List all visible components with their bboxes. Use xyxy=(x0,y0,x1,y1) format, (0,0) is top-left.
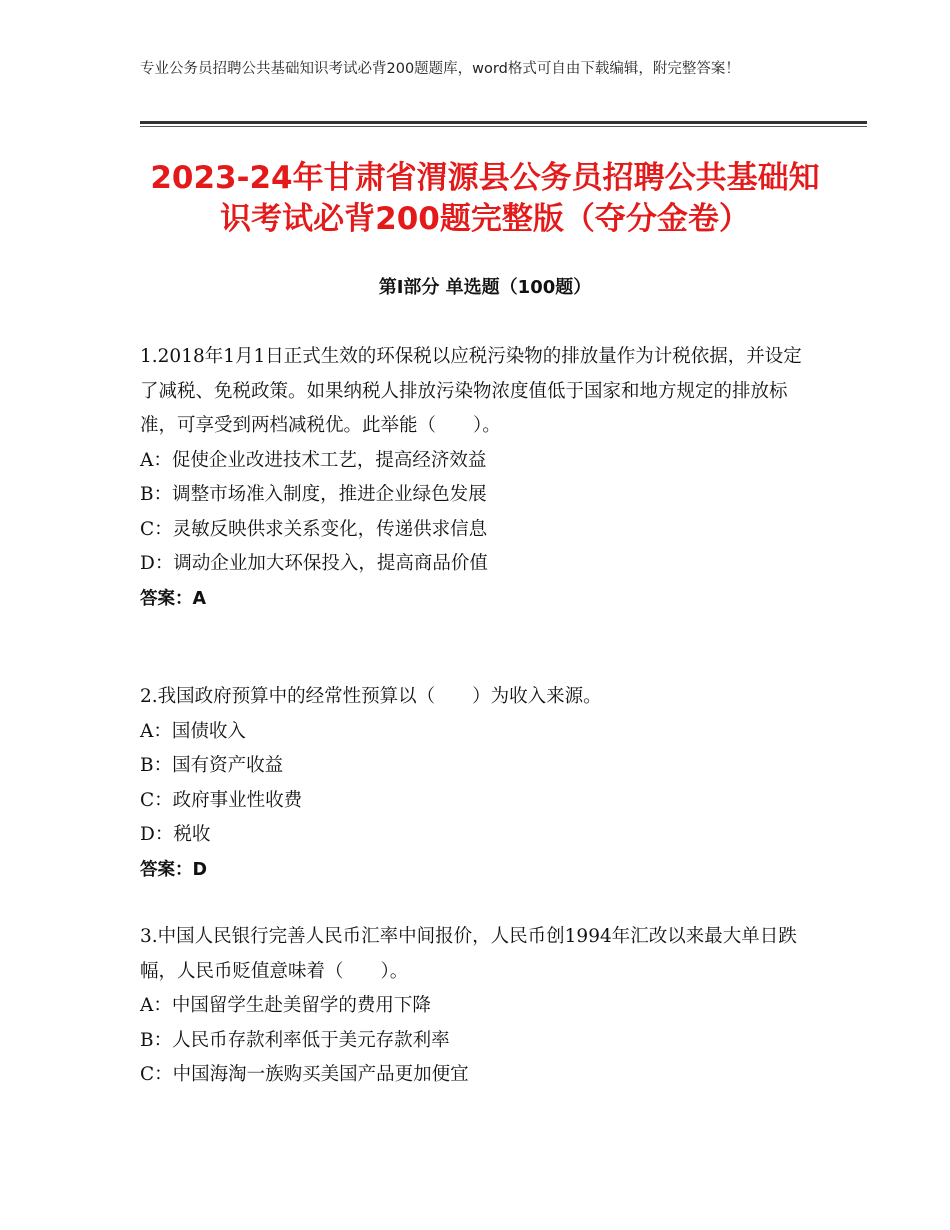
question-2 xyxy=(140,680,820,887)
question-stem: 2.我国政府预算中的经常性预算以（ ）为收入来源。 xyxy=(140,686,602,707)
option-b: B：国有资产收益 xyxy=(140,755,284,776)
part-heading: 第Ⅰ部分 单选题（100题） xyxy=(378,277,592,298)
option-a: A：中国留学生赴美留学的费用下降 xyxy=(140,995,431,1016)
header-note: 专业公务员招聘公共基础知识考试必背200题题库，word格式可自由下载编辑，附完整答案！ xyxy=(140,61,740,77)
option-c: C：灵敏反映供求关系变化，传递供求信息 xyxy=(140,518,488,540)
option-c: C：中国海淘一族购买美国产品更加便宜 xyxy=(140,1064,469,1085)
question-1 xyxy=(140,340,820,616)
option-a: A：国债收入 xyxy=(140,720,246,742)
document-title: 2023-24年甘肃省渭源县公务员招聘公共基础知识考试必背200题完整版（夺分金卷） xyxy=(150,160,820,237)
answer-line: 答案：A xyxy=(140,588,207,609)
option-b: B：调整市场准入制度，推进企业绿色发展 xyxy=(140,484,487,505)
option-b: B：人民币存款利率低于美元存款利率 xyxy=(140,1029,450,1051)
question-stem: 1.2018年1月1日正式生效的环保税以应税污染物的排放量作为计税依据，并设定了减税、免税政策。如果纳税人排放污染物浓度值低于国家和地方规定的排放标准，可享受到两档减税优。此举能（ ）。 xyxy=(140,346,802,436)
option-d: D：税收 xyxy=(140,824,211,845)
header-rule-thin xyxy=(140,126,867,127)
answer-line: 答案：D xyxy=(140,859,208,880)
option-d: D：调动企业加大环保投入，提高商品价值 xyxy=(140,553,488,574)
question-3 xyxy=(140,920,820,1093)
header-rule-thick xyxy=(140,121,867,124)
option-a: A：促使企业改进技术工艺，提高经济效益 xyxy=(140,449,487,471)
option-c: C：政府事业性收费 xyxy=(140,789,303,811)
question-stem: 3.中国人民银行完善人民币汇率中间报价，人民币创1994年汇改以来最大单日跌幅，人民币贬值意味着（ ）。 xyxy=(140,926,797,982)
